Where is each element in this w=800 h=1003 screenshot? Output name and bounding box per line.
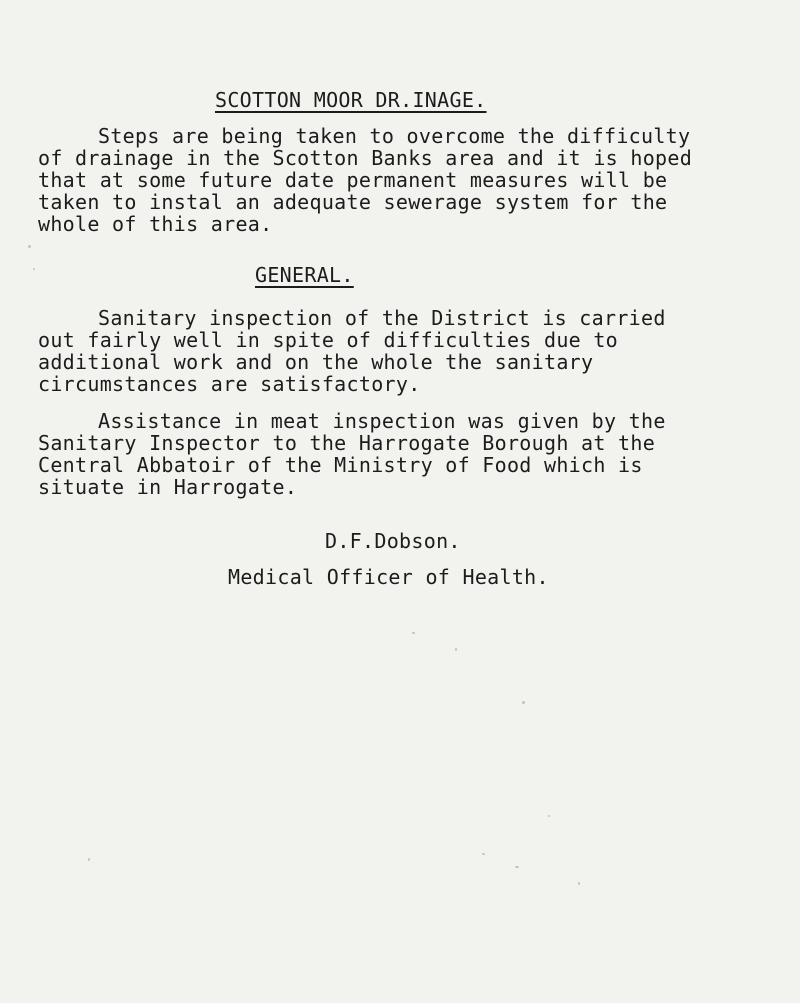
scan-speck xyxy=(482,853,485,855)
section-title: SCOTTON MOOR DR.INAGE. xyxy=(215,88,487,112)
signature-role: Medical Officer of Health. xyxy=(228,565,549,589)
general-p2-line-3: Central Abbatoir of the Ministry of Food which is xyxy=(38,453,643,477)
general-p2-line-4: situate in Harrogate. xyxy=(38,475,298,499)
scan-speck xyxy=(455,648,457,651)
scan-speck xyxy=(33,268,35,270)
drainage-line-3: that at some future date permanent measures will be xyxy=(38,168,668,192)
scan-speck xyxy=(412,632,415,634)
drainage-line-2: of drainage in the Scotton Banks area and it is hoped xyxy=(38,146,693,170)
scan-speck xyxy=(28,245,31,248)
scan-speck xyxy=(515,866,519,868)
scan-speck xyxy=(522,701,525,704)
general-heading: GENERAL. xyxy=(255,263,354,287)
general-p2-line-1: Assistance in meat inspection was given by the xyxy=(98,409,666,433)
signature-name: D.F.Dobson. xyxy=(325,529,461,553)
drainage-line-5: whole of this area. xyxy=(38,212,273,236)
general-p1-line-1: Sanitary inspection of the District is carried xyxy=(98,306,666,330)
scan-speck xyxy=(548,815,550,817)
drainage-line-4: taken to instal an adequate sewerage system for the xyxy=(38,190,668,214)
drainage-line-1: Steps are being taken to overcome the difficulty xyxy=(98,124,691,148)
general-p1-line-2: out fairly well in spite of difficulties due to xyxy=(38,328,619,352)
scan-speck xyxy=(578,882,580,885)
general-p2-line-2: Sanitary Inspector to the Harrogate Borough at the xyxy=(38,431,656,455)
general-p1-line-3: additional work and on the whole the sanitary xyxy=(38,350,594,374)
general-p1-line-4: circumstances are satisfactory. xyxy=(38,372,421,396)
scan-speck xyxy=(88,858,90,861)
